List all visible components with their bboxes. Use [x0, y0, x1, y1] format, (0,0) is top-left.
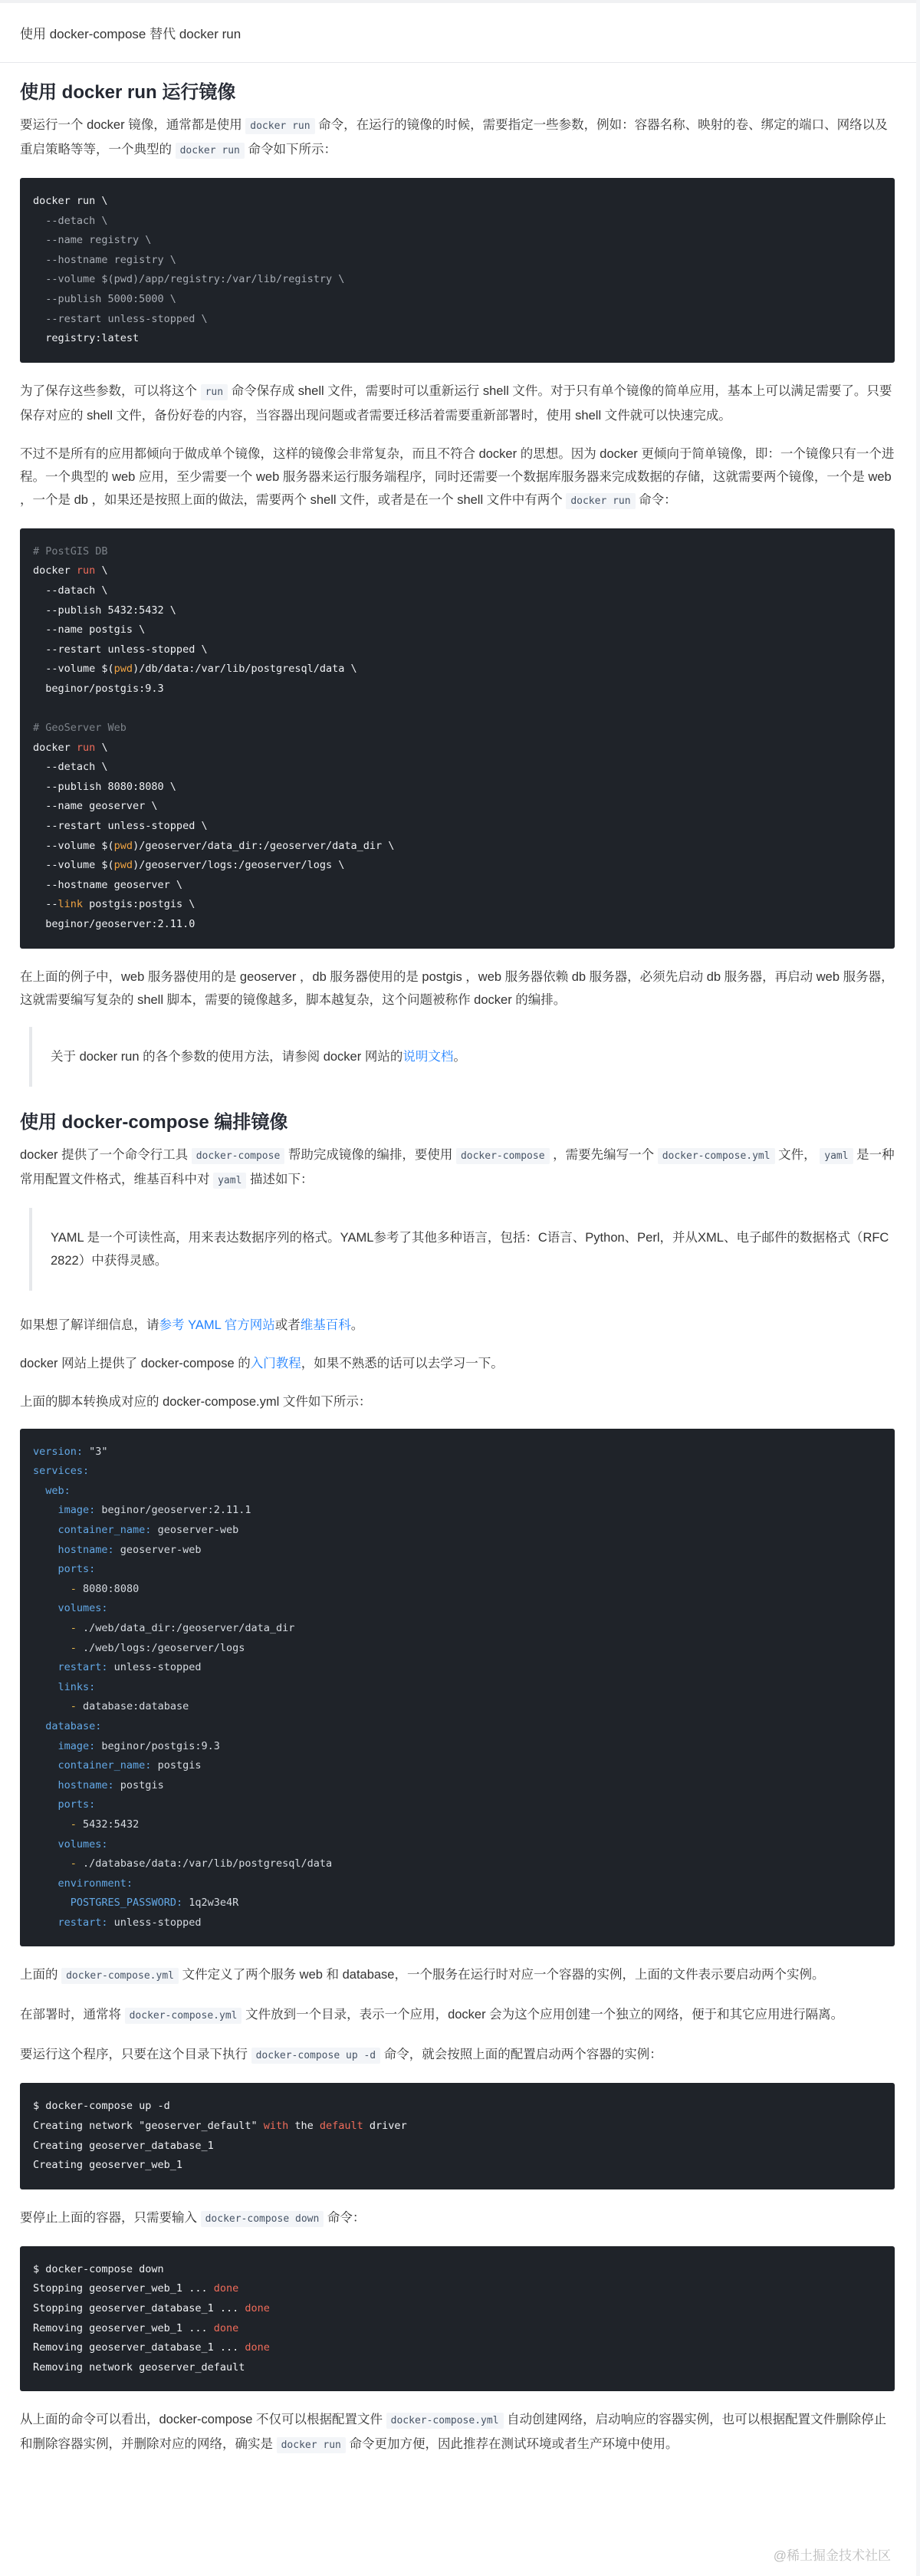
code-block-compose-down: $ docker-compose down Stopping geoserver_web_1 ... done Stopping geoserver_database_1 ... done Removing geoserver_web_1 ... done Removing geoserver_database_1 ... done Removing network geoserver_default	[20, 2246, 895, 2392]
inline-code: docker run	[176, 143, 245, 159]
paragraph: 上面的脚本转换成对应的 docker-compose.yml 文件如下所示：	[20, 1394, 372, 1409]
inline-code: docker-compose down	[201, 2211, 324, 2227]
article-body	[0, 80, 920, 2457]
paragraph: 从上面的命令可以看出，docker-compose 不仅可以根据配置文件 docker-compose.yml 自动创建网络，启动响应的容器实例，也可以根据配置文件删除停止和删除容器实例，并删除对应的网络，确实是 docker run 命令更加方便，因此推荐在测试环境或者生产环境中使用。	[20, 2408, 895, 2457]
section-heading-docker-run: 使用 docker run 运行镜像	[20, 82, 236, 103]
page-header	[0, 3, 920, 63]
blockquote-yaml-definition: YAML 是一个可读性高，用来表达数据序列的格式。YAML参考了其他多种语言，包括：C语言、Python、Perl，并从XML、电子邮件的数据格式（RFC 2822）中获得灵感。	[29, 1208, 895, 1291]
paragraph: 在部署时，通常将 docker-compose.yml 文件放到一个目录，表示一个应用，docker 会为这个应用创建一个独立的网络，便于和其它应用进行隔离。	[20, 2003, 895, 2028]
paragraph: docker 网站上提供了 docker-compose 的入门教程，如果不熟悉的话可以去学习一下。	[20, 1356, 504, 1370]
paragraph: 要运行这个程序，只要在这个目录下执行 docker-compose up -d 命令，就会按照上面的配置启动两个容器的实例：	[20, 2043, 895, 2068]
section-heading-docker-compose: 使用 docker-compose 编排镜像	[20, 1111, 288, 1133]
inline-code: docker run	[277, 2437, 346, 2453]
inline-code: docker-compose.yml	[658, 1148, 775, 1164]
inline-code: yaml	[820, 1148, 853, 1164]
blockquote-note: 关于 docker run 的各个参数的使用方法，请参阅 docker 网站的说明文档。	[29, 1027, 895, 1087]
paragraph: 不过不是所有的应用都倾向于做成单个镜像，这样的镜像会非常复杂，而且不符合 docker 的思想。因为 docker 更倾向于简单镜像，即：一个镜像只有一个进程。一个典型的 web 应用，至少需要一个 web 服务器来运行服务端程序，同时还需要一个数据库服务器来完成数据的存储，这就需要两个镜像，一个是 web ，一个是 db ，如果还是按照上面的做法，需要两个 shell 文件，或者是在一个 shell 文件中有两个 docker run 命令：	[20, 442, 895, 513]
inline-code: docker run	[245, 118, 314, 134]
inline-code: docker run	[566, 493, 635, 509]
inline-code: docker-compose.yml	[61, 1968, 179, 1984]
paragraph: 如果想了解详细信息，请参考 YAML 官方网站或者维基百科。	[20, 1318, 364, 1332]
inline-code: docker-compose	[456, 1148, 550, 1164]
scrollbar-track[interactable]	[916, 0, 920, 2576]
paragraph: 要停止上面的容器，只需要输入 docker-compose down 命令：	[20, 2206, 895, 2231]
code-block-docker-run: docker run \ --detach \ --name registry \ --hostname registry \ --volume $(pwd)/app/registry:/var/lib/registry \ --publish 5000:5000 \ --restart unless-stopped \ registry:latest	[20, 178, 895, 363]
link-wikipedia[interactable]: 维基百科	[300, 1318, 351, 1332]
paragraph: 上面的 docker-compose.yml 文件定义了两个服务 web 和 database，一个服务在运行时对应一个容器的实例，上面的文件表示要启动两个实例。	[20, 1963, 895, 1988]
link-docs[interactable]: 说明文档	[402, 1049, 454, 1064]
paragraph: 在上面的例子中，web 服务器使用的是 geoserver ，db 服务器使用的是 postgis ，web 服务器依赖 db 服务器，必须先启动 db 服务器，再启动 web 服务器，这就需要编写复杂的 shell 脚本，需要的镜像越多，脚本越复杂，这个问题被称作 docker 的编排。	[20, 969, 894, 1007]
inline-code: docker-compose.yml	[125, 2008, 242, 2024]
inline-code: yaml	[213, 1173, 246, 1189]
link-yaml-official[interactable]: 参考 YAML 官方网站	[159, 1318, 275, 1332]
page-title: 使用 docker-compose 替代 docker run	[20, 27, 242, 41]
watermark: @稀土掘金技术社区	[773, 2548, 891, 2563]
paragraph: docker 提供了一个命令行工具 docker-compose 帮助完成镜像的编排，要使用 docker-compose ，需要先编写一个 docker-compose.yml 文件， yaml 是一种常用配置文件格式，维基百科中对 yaml 描述如下：	[20, 1143, 895, 1193]
paragraph: 要运行一个 docker 镜像，通常都是使用 docker run 命令，在运行的镜像的时候，需要指定一些参数，例如：容器名称、映射的卷、绑定的端口、网络以及重启策略等等，一个典型的 docker run 命令如下所示：	[20, 114, 895, 163]
code-block-compose-yml: version: "3" services: web: image: beginor/geoserver:2.11.1 container_name: geoserver-web hostname: geoserver-web ports: - 8080:8080 volumes: - ./web/data_dir:/geoserver/data_dir - ./web/logs:/geoserver/logs restart: unless-stopped links: - database:database database: image: beginor/postgis:9.3 container_name: postgis hostname: postgis ports: - 5432:5432 volumes: - ./database/data:/var/lib/postgresql/data environment: POSTGRES_PASSWORD: 1q2w3e4R restart: unless-stopped	[20, 1429, 895, 1947]
code-block-two-containers: # PostGIS DB docker run \ --datach \ --publish 5432:5432 \ --name postgis \ --restart unless-stopped \ --volume $(pwd)/db/data:/var/lib/postgresql/data \ beginor/postgis:9.3 # GeoServer Web docker run \ --detach \ --publish 8080:8080 \ --name geoserver \ --restart unless-stopped \ --volume $(pwd)/geoserver/data_dir:/geoserver/data_dir \ --volume $(pwd)/geoserver/logs:/geoserver/logs \ --hostname geoserver \ --link postgis:postgis \ beginor/geoserver:2.11.0	[20, 528, 895, 949]
paragraph: 为了保存这些参数，可以将这个 run 命令保存成 shell 文件，需要时可以重新运行 shell 文件。对于只有单个镜像的简单应用，基本上可以满足需要了。只要保存对应的 shell 文件，备份好卷的内容，当容器出现问题或者需要迁移活着需要重新部署时，使用 shell 文件就可以快速完成。	[20, 383, 892, 423]
inline-code: run	[201, 384, 228, 400]
link-getting-started[interactable]: 入门教程	[250, 1356, 301, 1370]
inline-code: docker-compose.yml	[386, 2413, 504, 2429]
code-block-compose-up: $ docker-compose up -d Creating network "geoserver_default" with the default driver Creating geoserver_database_1 Creating geoserver_web_1	[20, 2083, 895, 2189]
inline-code: docker-compose	[192, 1148, 285, 1164]
inline-code: docker-compose up -d	[251, 2048, 381, 2064]
